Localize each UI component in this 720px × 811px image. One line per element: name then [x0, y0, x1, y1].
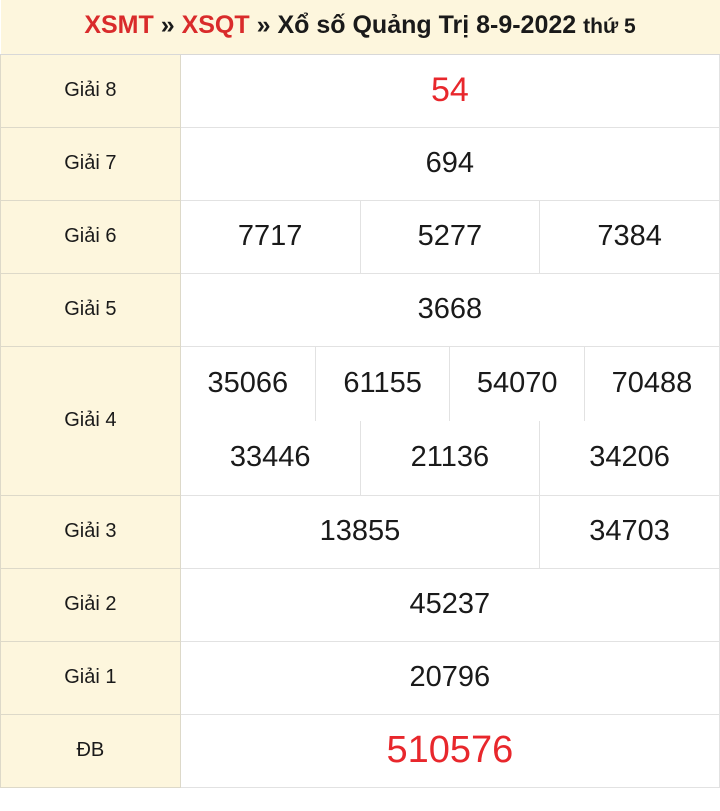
- prize-label-2: Giải 2: [1, 568, 181, 641]
- prize-4-subtable: [181, 347, 719, 421]
- prize-4-row-1: [181, 347, 719, 421]
- prize-value-3-0: 13855: [180, 495, 540, 568]
- prize-value-4-4: 33446: [181, 421, 360, 495]
- prize-4-subtable-2: [181, 421, 719, 495]
- table-row: [1, 641, 720, 714]
- prize-label-3: Giải 3: [1, 495, 181, 568]
- table-row: [1, 346, 720, 495]
- province-code-link[interactable]: XSQT: [181, 11, 250, 39]
- prize-value-7-0: 694: [180, 127, 719, 200]
- region-link[interactable]: XSMT: [84, 11, 154, 39]
- prize-label-1: Giải 1: [1, 641, 181, 714]
- prize-value-4-1: 61155: [315, 347, 450, 421]
- prize-value-4-2: 54070: [450, 347, 585, 421]
- table-row: [1, 495, 720, 568]
- table-row: [1, 714, 720, 787]
- prize-label-8: Giải 8: [1, 54, 181, 127]
- weekday-label: thứ 5: [583, 15, 636, 38]
- prize-value-2-0: 45237: [180, 568, 719, 641]
- breadcrumb-separator-1: »: [160, 11, 175, 39]
- table-row: [1, 200, 720, 273]
- prize-label-5: Giải 5: [1, 273, 181, 346]
- prize-label-6: Giải 6: [1, 200, 181, 273]
- prize-value-5-0: 3668: [180, 273, 719, 346]
- prize-4-row-2: [181, 421, 719, 495]
- table-row: [1, 54, 720, 127]
- prize-value-6-0: 7717: [180, 200, 360, 273]
- prize-value-6-2: 7384: [540, 200, 720, 273]
- breadcrumb-separator-2: »: [256, 11, 271, 39]
- prize-value-db-0: 510576: [180, 714, 719, 787]
- prize-value-6-1: 5277: [360, 200, 540, 273]
- prize-value-4-0: 35066: [181, 347, 316, 421]
- prize-label-db: ĐB: [1, 714, 181, 787]
- result-title: Xổ số Quảng Trị 8-9-2022: [277, 11, 577, 39]
- prize-value-4-3: 70488: [584, 347, 719, 421]
- prize-value-3-1: 34703: [540, 495, 720, 568]
- page-title: [1, 12, 720, 40]
- prize-value-4-5: 21136: [360, 421, 539, 495]
- prize-value-8-0: 54: [180, 54, 719, 127]
- prize-label-7: Giải 7: [1, 127, 181, 200]
- prize-value-1-0: 20796: [180, 641, 719, 714]
- table-row: [1, 273, 720, 346]
- prize-4-group: [180, 346, 719, 495]
- page-title-cell: [1, 0, 720, 54]
- table-row: [1, 568, 720, 641]
- table-row: [1, 127, 720, 200]
- table-header-row: [1, 0, 720, 54]
- prize-label-4: Giải 4: [1, 346, 181, 495]
- prize-value-4-6: 34206: [540, 421, 719, 495]
